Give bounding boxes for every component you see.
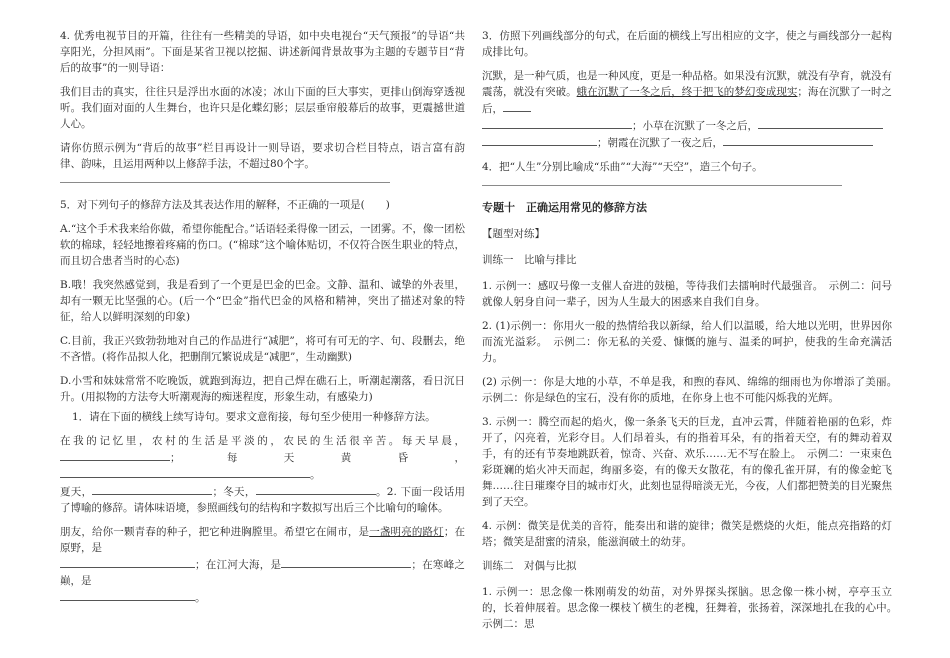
q5-option-b: B.哦！我突然感觉到，我是看到了一个更是巴金的巴金。文静、温和、诚挚的外表里，却有一颗无比坚强的心。(后一个“巴金”指代巴金的风格和精神，突出了描述对象的特征，给人以鲜明深刻的印象) xyxy=(60,279,465,323)
q5-option-d: D.小雪和妹妹常常不吃晚饭，就跑到海边，把自己焊在礁石上，听潮起潮落，看日沉日升。(用拟物的方法夸大听潮观海的痴迷程度，形象生动，有感染力) xyxy=(60,375,465,403)
blank-river[interactable] xyxy=(281,556,411,568)
answer-3: 3. 示例一：腾空而起的焰火，像一条条飞天的巨龙，直冲云霄，伴随着艳丽的色彩，炸开了，闪亮着，光彩夺目。人们昂着头，有的指着耳朵，有的指着天空，有的舞动着双手，有的还有节奏地跳跃着，惊奇、兴奋、欢乐……无不写在脸上。 示例二：一束束色彩斑斓的焰火冲天而起，绚丽多姿，有的像天女散花，有的像孔雀开屏，有的像金蛇飞舞……往日璀璨夺目的城市灯火，此刻也显得暗淡无光，今夜，人们都把赞美的目光聚焦到了天空。 xyxy=(482,416,892,508)
answer-1: 1. 示例一：感叹号像一支催人奋进的鼓槌，等待我们去擂响时代最强音。 示例二：问号就像人躬身自问一辈子，因为人生最大的困惑来自我们自身。 xyxy=(482,280,892,308)
q4-task: 请你仿照示例为“背后的故事”栏目再设计一则导语，要求切合栏目特点，语言富有韵律、韵味，且运用两种以上修辞手法，不超过80个字。 xyxy=(60,142,465,170)
blank-dawn[interactable] xyxy=(723,134,873,146)
blank-field[interactable] xyxy=(60,556,195,568)
blank-grass-cont[interactable] xyxy=(482,134,597,146)
q5-stem: 5．对下列句子的修辞方法及其表达作用的解释，不正确的一项是( ) xyxy=(60,199,390,211)
blank-grass[interactable] xyxy=(758,117,883,129)
blank-peak[interactable] xyxy=(60,589,195,601)
q3-instruction: 3．仿照下列画线部分的句式，在后面的横线上写出相应的文字，使之与画线部分一起构成排比句。 xyxy=(482,30,892,58)
blank-evening[interactable] xyxy=(60,466,310,478)
exercise-1-instruction: 1．请在下面的横线上续写诗句。要求文意衔接，每句至少使用一种修辞方法。 xyxy=(72,411,436,423)
right-column xyxy=(482,28,903,640)
blank-summer[interactable] xyxy=(92,483,212,495)
q4-quote: 我们目击的真实，往往只是浮出水面的冰凌；冰山下面的巨大事实，更排山倒海穿透视听。我们面对面的人生舞台，也许只是化蝶幻影；层层垂帘般幕后的故事，更震撼世道人心。 xyxy=(60,86,465,130)
answer-2-2: (2) 示例一：你是大地的小草，不单是我，和煦的春风、绵绵的细雨也为你增添了美丽。 示例二：你是绿色的宝石，没有你的质地，在你身上也不可能闪烁我的光辉。 xyxy=(482,376,903,404)
left-column xyxy=(60,28,465,614)
blank-winter[interactable] xyxy=(256,483,376,495)
blank-sea-cont[interactable] xyxy=(482,117,632,129)
q5-option-c: C.目前，我正兴致勃勃地对自己的作品进行“减肥”，将可有可无的字、句、段删去，绝不吝惜。(将作品拟人化，把删削冗繁说成是“减肥”，生动幽默) xyxy=(60,335,465,363)
drill-1-heading: 训练一 比喻与排比 xyxy=(482,254,577,266)
q4-intro: 4. 优秀电视节目的开篇，往往有一些精美的导语，如中央电视台“天气预报”的导语“共享阳光，分担风雨”。下面是某省卫视以挖掘、讲述新闻背景故事为主题的专题节目“背后的故事”的一则导语： xyxy=(60,30,465,74)
answer-line xyxy=(60,182,390,183)
blank-sea[interactable] xyxy=(503,100,531,112)
answer-4: 4. 示例：微笑是优美的音符，能奏出和谐的旋律；微笑是燃烧的火炬，能点亮指路的灯塔；微笑是甜蜜的清泉，能滋润破土的幼芽。 xyxy=(482,520,892,548)
q5-option-a: A.“这个手术我来给你做，希望你能配合。”话语轻柔得像一团云，一团雾。不，像一团松软的棉球，轻轻地擦着疼痛的伤口。(“棉球”这个喻体贴切，不仅符合医生职业的特点，而且切合患者当时的心态) xyxy=(60,223,465,267)
exercise-2-text: 朋友，给你一颗青春的种子，把它种进胸膛里。希望它在闹市，是一盏明亮的路灯；在原野，是 ；在江河大海，是 ；在寒峰之巅，是 。 xyxy=(60,526,466,604)
q3-text: 沉默，是一种气质，也是一种风度，更是一种品格。如果没有沉默，就没有孕育，就没有震荡，就没有突破。蛾在沉默了一冬之后，终于把飞的梦幻变成现实；海在沉默了一时之后， ；小草在沉默了一冬之后， ；朝霞在沉默了一夜之后， xyxy=(482,70,893,149)
q4-right: 4．把“人生”分别比喻成“乐曲”“大海”“天空”，造三个句子。 xyxy=(482,161,763,173)
underlined-example: 一盏明亮的路灯 xyxy=(369,526,444,538)
answer-2-1: 2. (1)示例一：你用火一般的热情给我以新绿，给人们以温暖，给大地以光明，世界因你而流光溢彩。 示例二：你无私的关爱、慷慨的施与、温柔的呵护，使我的生命充满活力。 xyxy=(482,320,892,364)
drill-2-heading: 训练二 对偶与比拟 xyxy=(482,560,577,572)
drill-2-answer-1: 1. 示例一：思念像一株刚萌发的幼苗，对外界探头探脑。思念像一株小树，亭亭玉立的，长着伸展着。思念像一棵枝丫横生的老槐，狂舞着，张扬着，深深地扎在我的心中。 示例二：思 xyxy=(482,586,903,630)
answer-line xyxy=(482,185,842,186)
section-title: 专题十 正确运用常见的修辞方法 xyxy=(482,201,647,214)
drill-label: 【题型对练】 xyxy=(482,228,545,240)
q3-underlined: 蛾在沉默了一冬之后，终于把飞的梦幻变成现实 xyxy=(576,86,798,98)
blank-morning[interactable] xyxy=(60,449,170,461)
exercise-1-text: 在我的记忆里，农村的生活是平淡的，农民的生活很辛苦。每天早晨，；每天黄昏，。 夏天， ；冬天， 。2. 下面一段话用了博喻的修辞。请体味语境，参照画线句的结构和字数拟写出后三个比喻句的喻体。 xyxy=(60,435,466,514)
